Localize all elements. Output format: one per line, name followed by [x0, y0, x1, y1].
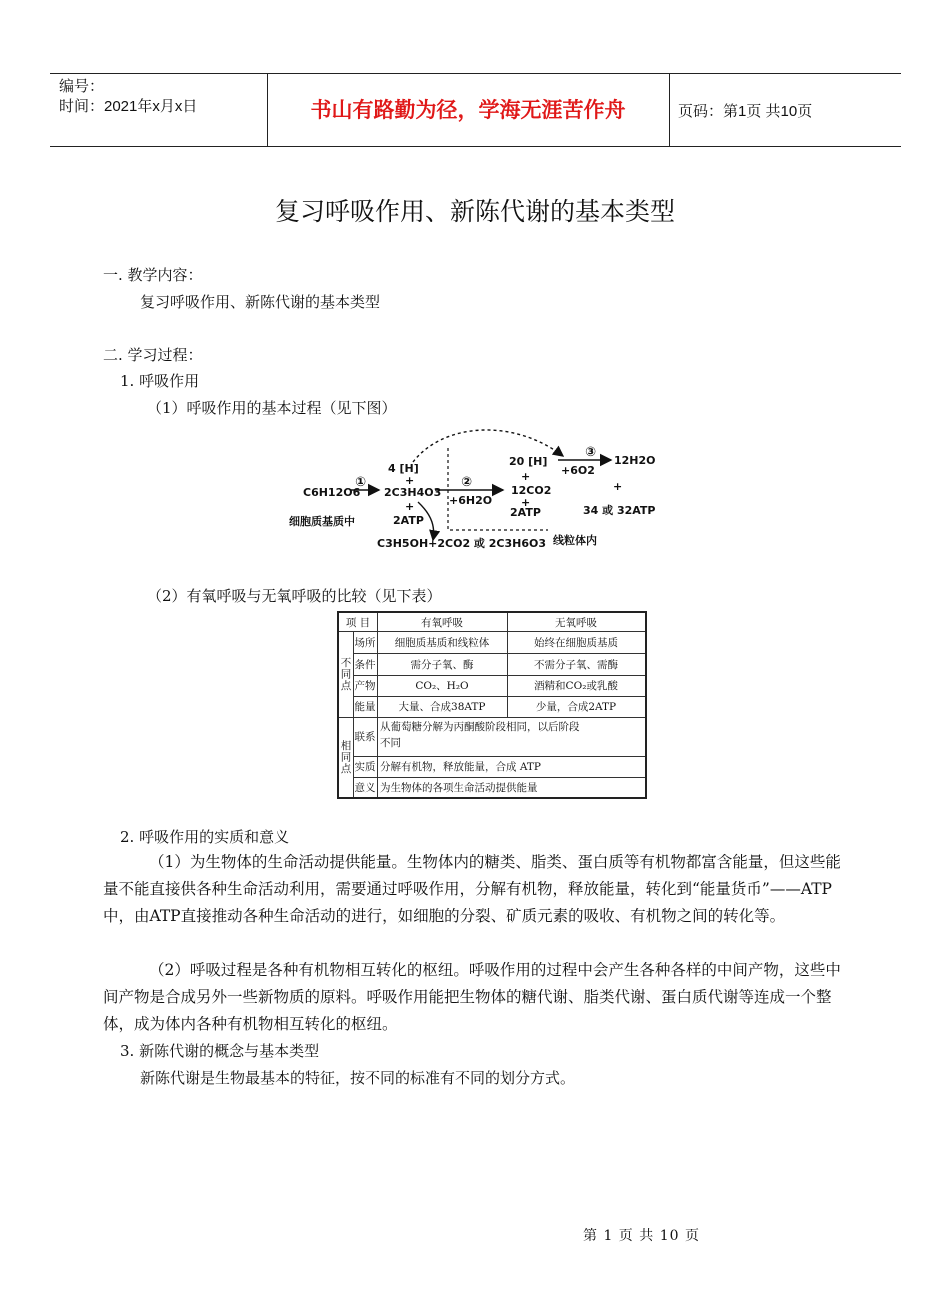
subsection-3-heading: 3. 新陈代谢的概念与基本类型 [120, 1042, 320, 1060]
page-footer: 第 1 页 共 10 页 [583, 1228, 700, 1244]
header-meta [59, 77, 197, 117]
subsection-1-2: （2）有氧呼吸与无氧呼吸的比较（见下表） [147, 587, 442, 605]
row-label-condition: 条件 [354, 658, 376, 671]
subsection-1-heading: 1. 呼吸作用 [120, 372, 200, 390]
row-label-significance: 意义 [354, 781, 376, 794]
step-3-marker: ③ [585, 445, 597, 460]
subsection-2-heading: 2. 呼吸作用的实质和意义 [120, 828, 290, 846]
respiration-diagram [283, 418, 668, 558]
cell-aerobic-location: 细胞质基质和线粒体 [394, 636, 490, 649]
document-header [50, 73, 901, 147]
atp-2-second-label: 2ATP [510, 506, 541, 519]
row-label-products: 产物 [354, 680, 376, 692]
mitochondria-label: 线粒体内 [553, 534, 597, 547]
glucose-label: C6H12O6 [303, 486, 361, 499]
doc-number-label: 编号： [59, 78, 105, 95]
plus-sign: + [521, 496, 531, 509]
oxygen-6-label: +6O2 [561, 464, 595, 477]
hydrogen-4-label: 4 [H] [388, 462, 419, 475]
cell-anaerobic-condition: 不需分子氧、需酶 [534, 658, 618, 671]
table-header-item: 项 目 [345, 616, 371, 629]
table-rule [339, 717, 645, 718]
paragraph-3: 新陈代谢是生物最基本的特征，按不同的标准有不同的划分方式。 [140, 1069, 576, 1087]
paragraph-2: （2）呼吸过程是各种有机物相互转化的枢纽。呼吸作用的过程中会产生各种各样的中间产物，这些中间产物是合成另外一些新物质的原料。呼吸作用能把生物体的糖代谢、脂类代谢、蛋白质代谢等连成一个整体，成为体内各种有机物相互转化的枢纽。 [103, 961, 841, 1033]
cell-anaerobic-products: 酒精和CO₂或乳酸 [534, 680, 618, 692]
cell-aerobic-energy: 大量、合成38ATP [398, 701, 486, 713]
paragraph-1: （1）为生物体的生命活动提供能量。生物体内的糖类、脂类、蛋白质等有机物都富含能量，但这些能量不能直接供各种生命活动利用，需要通过呼吸作用，分解有机物，释放能量，转化到“能量货币”——ATP中，由ATP直接推动各种生命活动的进行，如细胞的分裂、矿质元素的吸收、有机物之间的转化等。 [103, 853, 841, 925]
row-label-location: 场所 [354, 636, 376, 649]
row-label-energy: 能量 [354, 701, 376, 713]
header-page-number: 页码：第1页 共10页 [678, 103, 813, 120]
table-header-aerobic: 有氧呼吸 [421, 616, 463, 629]
atp-2-first-label: 2ATP [393, 514, 424, 527]
cell-aerobic-products: CO₂、H₂O [415, 680, 469, 692]
time-label: 时间：2021年x月x日 [59, 98, 198, 115]
section-1-heading: 一. 教学内容： [103, 266, 203, 284]
plus-sign: + [405, 500, 415, 513]
header-divider [669, 74, 670, 146]
comparison-table [337, 611, 647, 799]
group-similarities: 相同点 [339, 739, 352, 775]
plus-sign: + [613, 480, 623, 493]
group-differences: 不同点 [339, 656, 352, 692]
cell-anaerobic-location: 始终在细胞质基质 [534, 636, 618, 649]
anaerobic-products-label: C3H5OH+2CO2 或 2C3H6O3 [377, 537, 546, 550]
subsection-1-1: （1）呼吸作用的基本过程（见下图） [147, 399, 397, 417]
cell-relation-line-1: 从葡萄糖分解为丙酮酸阶段相同，以后阶段 [380, 721, 580, 733]
section-1-body: 复习呼吸作用、新陈代谢的基本类型 [140, 293, 381, 311]
table-header-anaerobic: 无氧呼吸 [555, 616, 597, 629]
cell-anaerobic-energy: 少量，合成2ATP [535, 701, 617, 713]
cell-significance: 为生物体的各项生命活动提供能量 [380, 781, 538, 794]
header-motto: 书山有路勤为径，学海无涯苦作舟 [310, 98, 626, 122]
co2-label: 12CO2 [511, 484, 552, 497]
cell-essence: 分解有机物，释放能量，合成 ATP [380, 761, 541, 773]
row-label-relation: 联系 [354, 731, 376, 743]
pyruvate-label: 2C3H4O3 [384, 486, 442, 499]
step-1-marker: ① [355, 475, 367, 490]
atp-34-label: 34 或 32ATP [583, 504, 656, 517]
plus-sign: + [405, 474, 415, 487]
page-title: 复习呼吸作用、新陈代谢的基本类型 [274, 197, 675, 226]
cell-aerobic-condition: 需分子氧、酶 [410, 658, 474, 671]
cell-relation-line-2: 不同 [380, 737, 401, 749]
water-6-label: +6H2O [449, 494, 493, 507]
section-2-heading: 二. 学习过程： [103, 346, 203, 364]
cell-relation [380, 719, 642, 751]
row-label-essence: 实质 [354, 761, 376, 773]
step-2-marker: ② [461, 475, 473, 490]
plus-sign: + [521, 470, 531, 483]
hydrogen-20-label: 20 [H] [509, 455, 548, 468]
cytoplasm-label: 细胞质基质中 [289, 515, 355, 528]
water-12-label: 12H2O [614, 454, 656, 467]
